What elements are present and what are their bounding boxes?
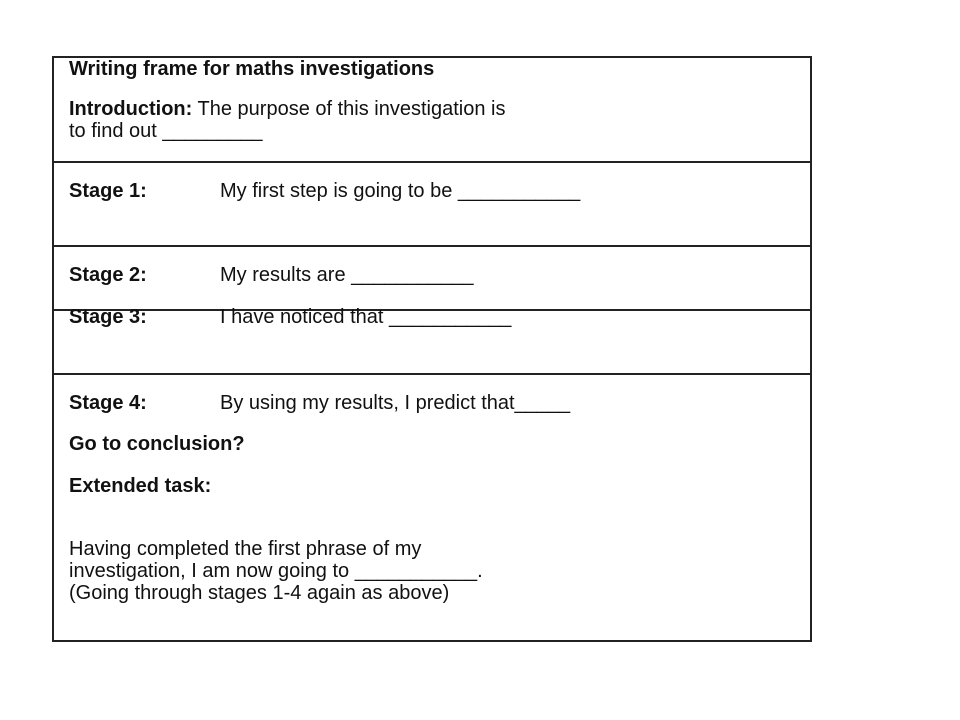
stage-2-label: Stage 2: (69, 264, 147, 286)
introduction-text: The purpose of this investigation is (197, 98, 506, 120)
stage-4-label: Stage 4: (69, 392, 147, 414)
stage-3-text: I have noticed that ___________ (220, 306, 512, 328)
stage-3-label: Stage 3: (69, 306, 147, 328)
writing-frame (52, 56, 812, 642)
conclusion-prompt: Go to conclusion? (69, 433, 245, 455)
extended-task-label: Extended task: (69, 475, 212, 497)
extended-task-line-2: investigation, I am now going to ___________. (69, 560, 483, 582)
introduction-section (54, 58, 810, 163)
introduction-label: Introduction: (69, 98, 193, 120)
stage-3-section (54, 306, 810, 375)
stage-2-section (54, 247, 810, 311)
introduction-line-2: to find out _________ (69, 120, 263, 142)
stage-1-section (54, 163, 810, 247)
stage-1-text: My first step is going to be ___________ (220, 180, 581, 202)
extended-task-line-1: Having completed the first phrase of my (69, 538, 422, 560)
stage-1-label: Stage 1: (69, 180, 147, 202)
extended-task-line-3: (Going through stages 1-4 again as above) (69, 582, 450, 604)
stage-4-text: By using my results, I predict that_____ (220, 392, 571, 414)
stage-4-section (54, 375, 810, 640)
stage-2-text: My results are ___________ (220, 264, 474, 286)
frame-title: Writing frame for maths investigations (69, 58, 435, 80)
introduction-line-1 (69, 98, 505, 120)
